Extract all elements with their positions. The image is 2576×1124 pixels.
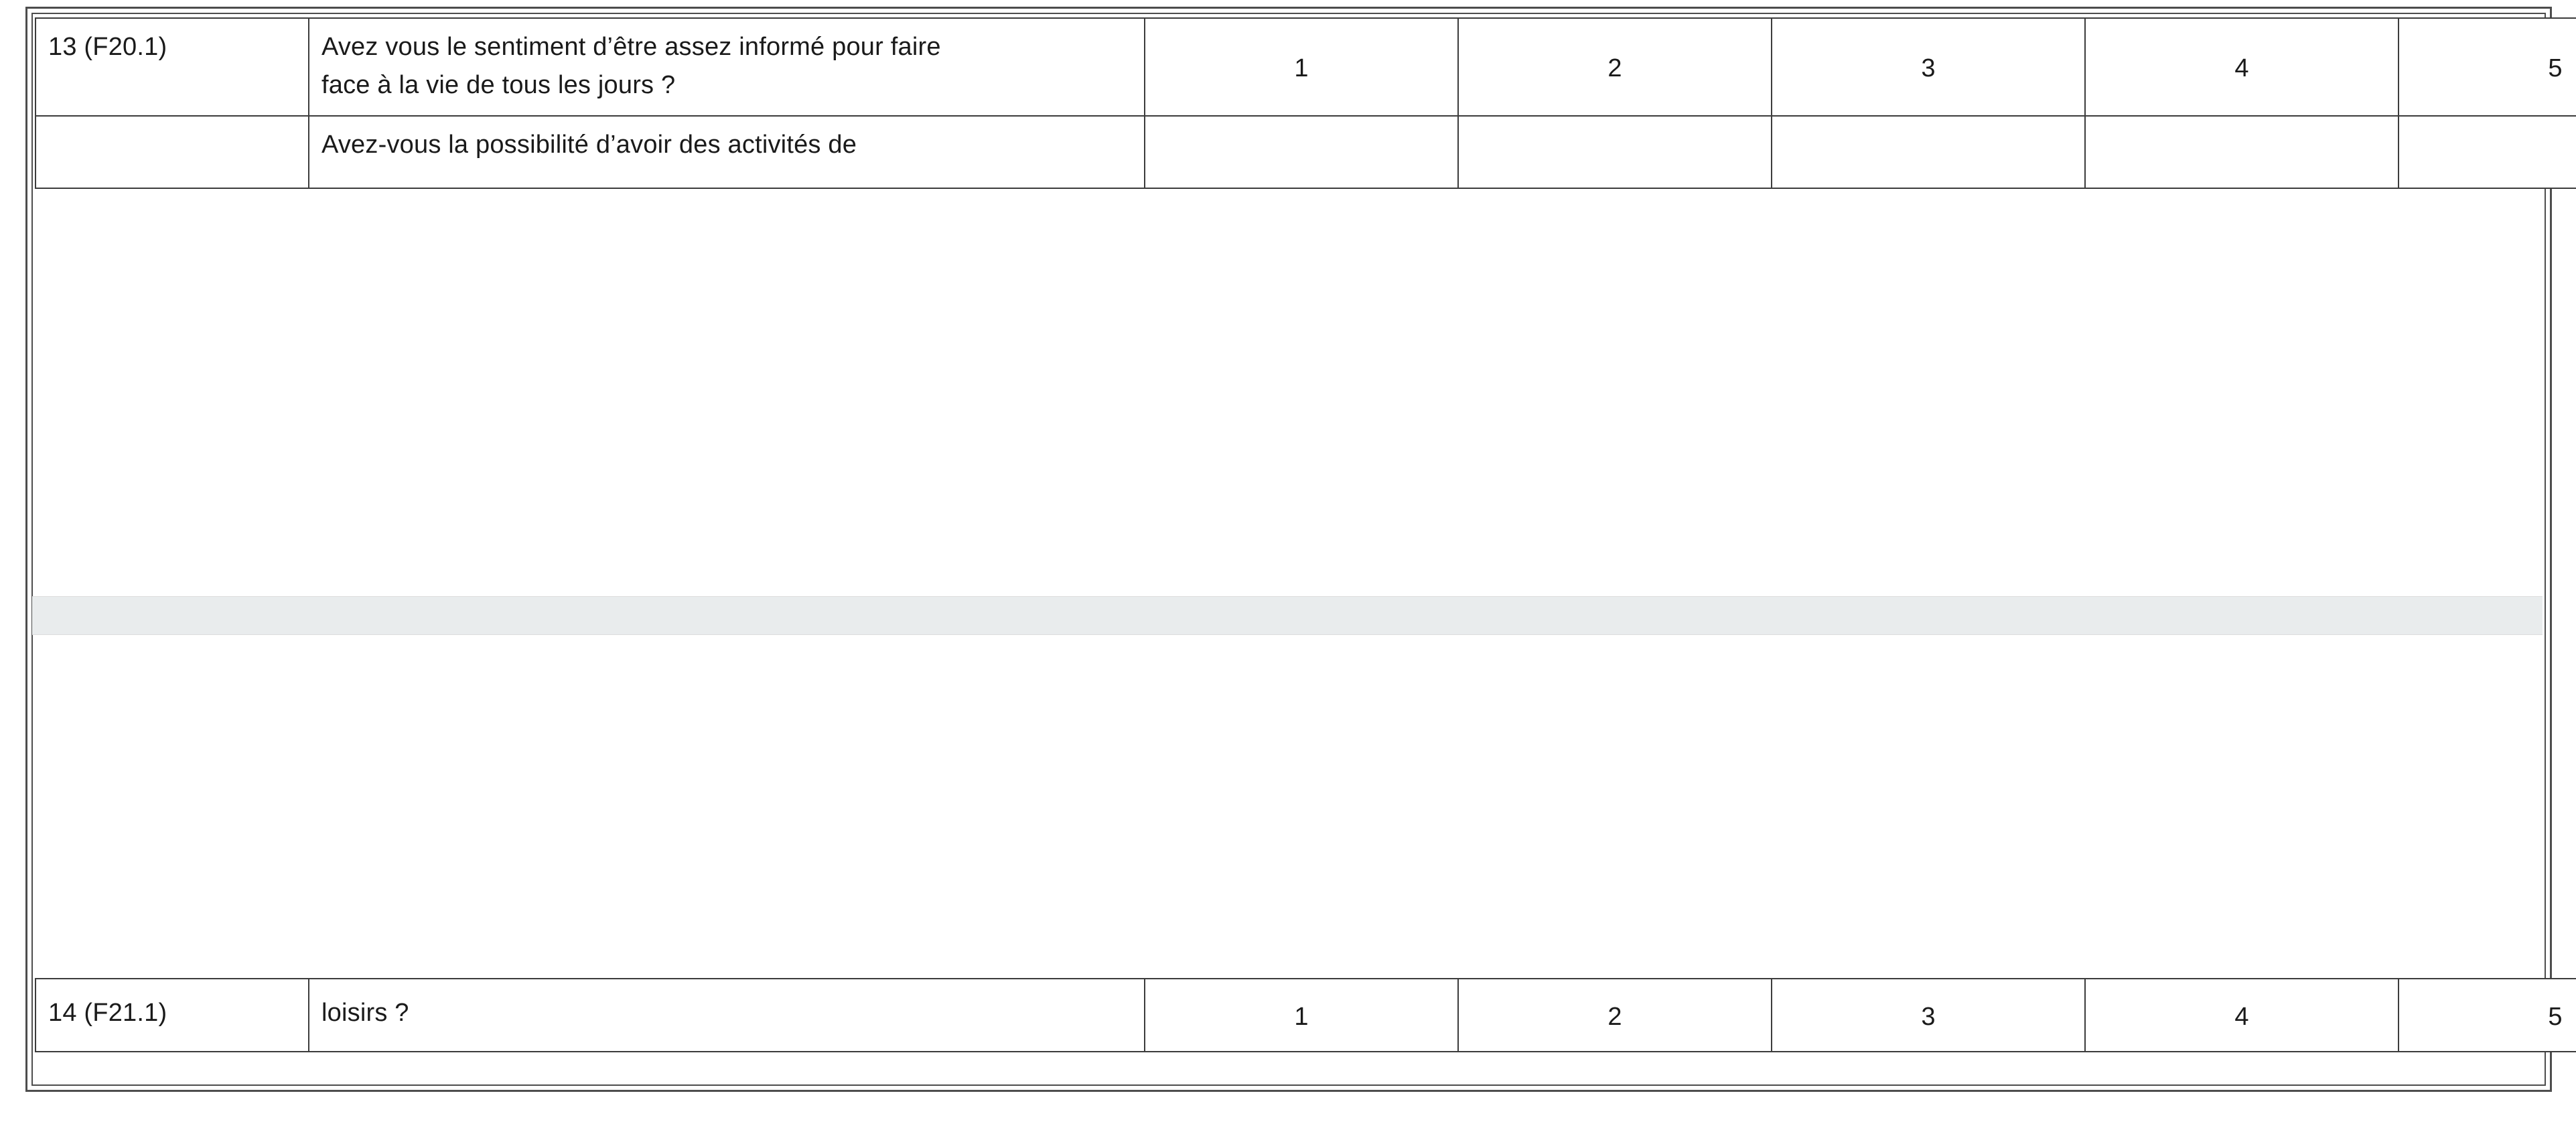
question-text-cell [309, 116, 1145, 188]
question-text-line-2: face à la vie de tous les jours ? [321, 71, 676, 99]
option-label-3 [1784, 149, 2072, 153]
question-text-line-1: Avez-vous la possibilité d’avoir des activités de [321, 131, 857, 159]
question-number-cell: 13 (F20.1) [35, 18, 309, 116]
option-cell-4[interactable] [2085, 979, 2399, 1052]
option-cell-1[interactable] [1145, 116, 1458, 188]
option-cell-2[interactable] [1458, 979, 1772, 1052]
table-row [35, 979, 2576, 1052]
option-label-1: 1 [1294, 1003, 1309, 1031]
option-cell-1[interactable] [1145, 18, 1458, 116]
option-label-5: 5 [2548, 54, 2563, 82]
option-label-4 [2098, 149, 2386, 153]
option-cell-2[interactable] [1458, 18, 1772, 116]
option-label-2: 2 [1607, 54, 1622, 82]
question-table-bottom [35, 978, 2576, 1052]
table-row [35, 18, 2576, 116]
option-cell-3[interactable] [1772, 979, 2085, 1052]
option-cell-4[interactable] [2085, 116, 2399, 188]
question-number-cell [35, 116, 309, 188]
option-cell-4[interactable] [2085, 18, 2399, 116]
option-label-4: 4 [2234, 1003, 2249, 1031]
option-label-4: 4 [2234, 54, 2249, 82]
option-cell-5[interactable] [2399, 116, 2576, 188]
question-text-cell [309, 18, 1145, 116]
question-table-top [35, 17, 2576, 189]
option-cell-2[interactable] [1458, 116, 1772, 188]
table-row [35, 116, 2576, 188]
option-label-5: 5 [2548, 1003, 2563, 1031]
option-cell-5[interactable] [2399, 18, 2576, 116]
option-cell-3[interactable] [1772, 18, 2085, 116]
option-label-3: 3 [1921, 54, 1936, 82]
question-text-line-1: loisirs ? [321, 999, 409, 1027]
option-cell-3[interactable] [1772, 116, 2085, 188]
option-label-5 [2411, 149, 2576, 153]
option-cell-1[interactable] [1145, 979, 1458, 1052]
option-label-2: 2 [1607, 1003, 1622, 1031]
option-label-1 [1157, 149, 1445, 153]
option-cell-5[interactable] [2399, 979, 2576, 1052]
page-break-band [32, 596, 2543, 635]
question-number-cell: 14 (F21.1) [35, 979, 309, 1052]
question-text-line-1: Avez vous le sentiment d’être assez informé pour faire [321, 33, 941, 61]
option-label-1: 1 [1294, 54, 1309, 82]
option-label-2 [1471, 149, 1759, 153]
question-text-cell [309, 979, 1145, 1052]
option-label-3: 3 [1921, 1003, 1936, 1031]
